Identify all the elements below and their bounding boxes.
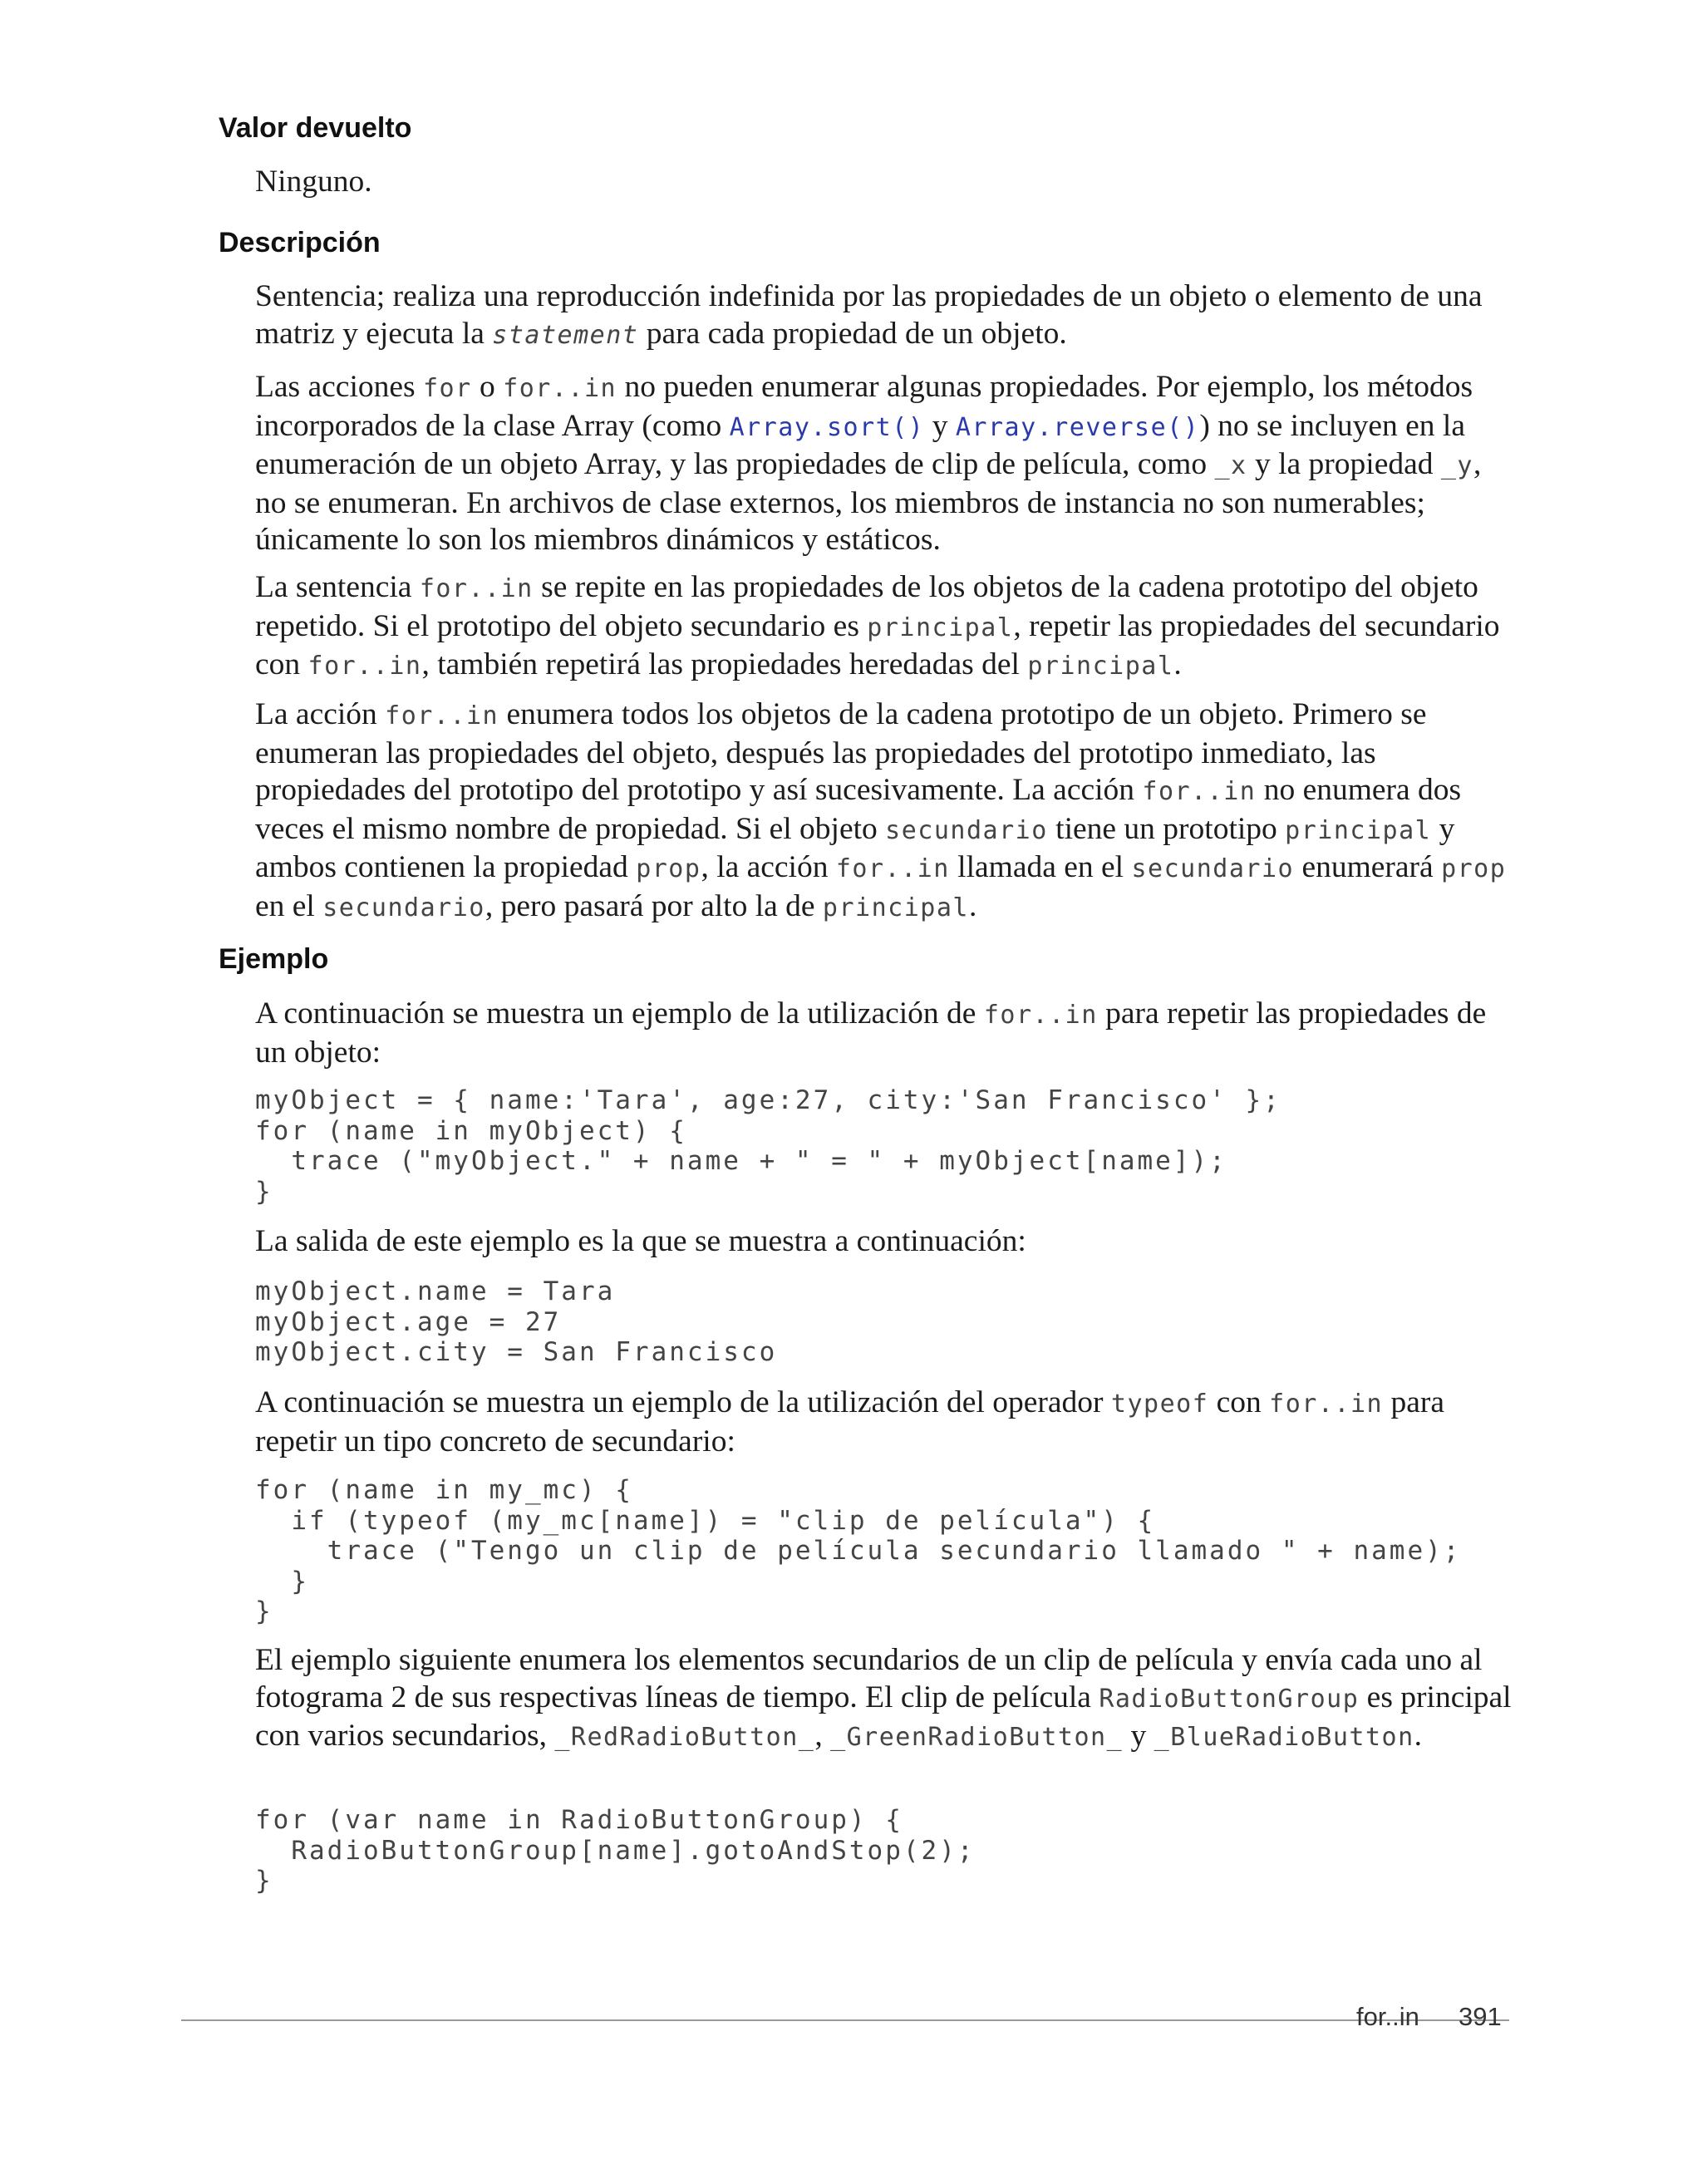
return-value-text: Ninguno. (255, 165, 372, 199)
inline-code: statement (492, 320, 639, 350)
description-paragraph-4: La acción for..in enumera todos los objetos de la cadena prototipo de un objeto. Primero se enumeran las propiedades del objeto, después las propiedades del prototipo inmediato, las propiedades del prototipo del prototipo y así sucesivamente. La acción for..in no enumera dos veces el mismo nombre de propiedad. Si el objeto secundario tiene un prototipo principal y ambos contienen la propiedad prop, la acción for..in llamada en el secundario enumerará prop en el secundario, pero pasará por alto la de principal. (255, 697, 1507, 923)
heading-description: Descripción (219, 227, 381, 258)
heading-return-value: Valor devuelto (219, 112, 412, 144)
description-paragraph-1: Sentencia; realiza una reproducción indefinida por las propiedades de un objeto o elemento de una matriz y ejecuta la statement para cada propiedad de un objeto. (255, 279, 1483, 351)
code-block-4: for (var name in RadioButtonGroup) { RadioButtonGroup[name].gotoAndStop(2); } (255, 1805, 976, 1896)
code-block-1: myObject = { name:'Tara', age:27, city:'San Francisco' }; for (name in myObject) { trace ("myObject." + name + " = " + myObject[name]); } (255, 1085, 1281, 1207)
example-intro-4: El ejemplo siguiente enumera los elementos secundarios de un clip de película y envía cada uno al fotograma 2 de sus respectivas líneas de tiempo. El clip de película RadioButtonGroup es principal con varios secundarios, _RedRadioButton_, _GreenRadioButton_ y _BlueRadioButton. (255, 1643, 1512, 1753)
description-paragraph-3: La sentencia for..in se repite en las propiedades de los objetos de la cadena prototipo del objeto repetido. Si el prototipo del objeto secundario es principal, repetir las propiedades del secundario con for..in, también repetirá las propiedades heredadas del principal. (255, 570, 1500, 681)
array-reverse-link[interactable]: Array.reverse() (955, 412, 1200, 442)
example-intro-1: A continuación se muestra un ejemplo de la utilización de for..in para repetir las propiedades de un objeto: (255, 996, 1487, 1070)
footer-section-title: for..in (1356, 2002, 1419, 2031)
page-number: 391 (1459, 2002, 1502, 2031)
code-block-2: myObject.name = Tara myObject.age = 27 myObject.city = San Francisco (255, 1276, 778, 1367)
heading-example: Ejemplo (219, 943, 329, 975)
description-paragraph-2: Las acciones for o for..in no pueden enumerar algunas propiedades. Por ejemplo, los métodos incorporados de la clase Array (como Array.sort() y Array.reverse()) no se incluyen en la enumeración de un objeto Array, y las propiedades de clip de película, como _x y la propiedad _y, no se enumeran. En archivos de clase externos, los miembros de instancia no son numerables; únicamente lo son los miembros dinámicos y estáticos. (255, 370, 1482, 557)
example-intro-3: A continuación se muestra un ejemplo de la utilización del operador typeof con for..in para repetir un tipo concreto de secundario: (255, 1385, 1445, 1458)
footer-divider (181, 2019, 1509, 2021)
array-sort-link[interactable]: Array.sort() (729, 412, 925, 442)
code-block-3: for (name in my_mc) { if (typeof (my_mc[name]) = "clip de película") { trace ("Tengo un clip de película secundario llamado " + name); } } (255, 1475, 1462, 1626)
example-intro-2: La salida de este ejemplo es la que se muestra a continuación: (255, 1224, 1026, 1258)
